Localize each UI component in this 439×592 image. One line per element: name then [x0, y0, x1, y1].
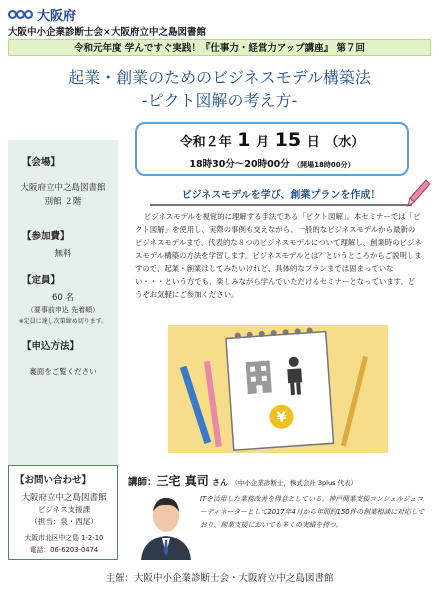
date-day-unit: 日	[306, 135, 320, 150]
speaker-honorific: さん	[212, 478, 229, 487]
event-date	[137, 129, 407, 151]
date-weekday: （水）	[325, 135, 365, 150]
venue-name: 大阪府立中之島図書館	[20, 183, 106, 193]
description-text: ビジネスモデルを視覚的に理解する手法である「ピクト図解」。本セミナーでは「ピクト図解」を使用し、実際の事例も交えながら、一般的なビジネスモデルから最新のビジネスモデルまで、代表的な８つのビジネスモデルについて理解し、創業時のビジネスモデル構築の方法を学習します。ビジネスモデルとは？というところからご説明しますので、起業・創業はしてみたいけれど、具体的なプランまでは固まっていない・・・という方でも、楽しみながら学んでいただけるセミナーとなっています。どうぞお気軽にご参加ください。	[135, 212, 422, 299]
speaker-affiliation: （中小企業診断士，株式会社 3plus 代表）	[231, 479, 358, 487]
svg-text:¥: ¥	[276, 409, 288, 427]
date-day: 15	[274, 129, 302, 151]
speaker-portrait	[135, 488, 197, 560]
fee-heading: 【参加費】	[22, 231, 70, 242]
logo-ring-icon	[24, 10, 33, 19]
prefecture-name: 大阪府	[37, 8, 77, 24]
main-title: 起業・創業のためのビジネスモデル構築法	[68, 68, 371, 87]
contact-heading: 【お問い合わせ】	[15, 475, 92, 486]
time-range: 18時30分～20時00分	[189, 159, 290, 170]
contact-staff: （担当：泉・西尾）	[30, 517, 98, 526]
sub-title: -ピクト図解の考え方-	[141, 91, 298, 110]
contact-address: 大阪市北区中之島 1-2-10	[24, 534, 104, 542]
notebook-icon	[226, 327, 334, 451]
tagline: ビジネスモデルを学び、創業プランを作成！	[150, 186, 412, 206]
contact-name: 大阪府立中之島図書館	[21, 493, 107, 503]
prefecture-logo	[8, 6, 76, 22]
date-month: 1	[237, 129, 251, 151]
speaker-label: 講師：	[128, 477, 157, 488]
date-month-unit: 月	[256, 135, 270, 150]
venue-heading: 【会場】	[22, 157, 61, 168]
capacity-note: （要事前申込 先着順）	[26, 306, 100, 314]
apply-text: 裏面をご覧ください	[29, 367, 97, 376]
fee-value: 無料	[54, 249, 72, 259]
contact-dept: ビジネス支援課	[37, 505, 91, 514]
contact-phone: 電話：06-6203-0474	[29, 546, 99, 554]
capacity-heading: 【定員】	[22, 275, 61, 286]
capacity-value: 60 名	[51, 293, 75, 303]
speaker-name: 三宅 真司	[156, 474, 209, 488]
capacity-note-deadline: ※定員に達し次第締め切ります。	[18, 318, 108, 325]
series-banner: 令和元年度 学んですぐ実践！『仕事力・経営力アップ講座』 第７回	[8, 39, 431, 56]
sponsor-line: 主催：大阪中小企業診断士会・大阪府立中之島図書館	[105, 573, 334, 584]
pencil-icon	[406, 178, 432, 208]
speaker-line	[128, 472, 357, 489]
contact-box	[8, 465, 118, 560]
event-time	[137, 156, 407, 170]
date-era: 令和２年	[179, 135, 232, 150]
doors-open: （開場18時00分）	[293, 161, 355, 169]
business-illustration	[168, 325, 388, 465]
venue-room: 別館 ２階	[44, 197, 82, 207]
date-box	[135, 122, 409, 176]
apply-heading: 【申込方法】	[22, 341, 80, 352]
speaker-bio: ITを活用した業務改善を得意としている。神戸開業支援コンシェルジュコーディネーターとして2017年4月から年間約150件の創業相談に対応しており、創業支援においても多くの実績を持つ。	[200, 495, 425, 529]
organizers-line: 大阪中小企業診断士会×大阪府立中之島図書館	[8, 27, 206, 38]
